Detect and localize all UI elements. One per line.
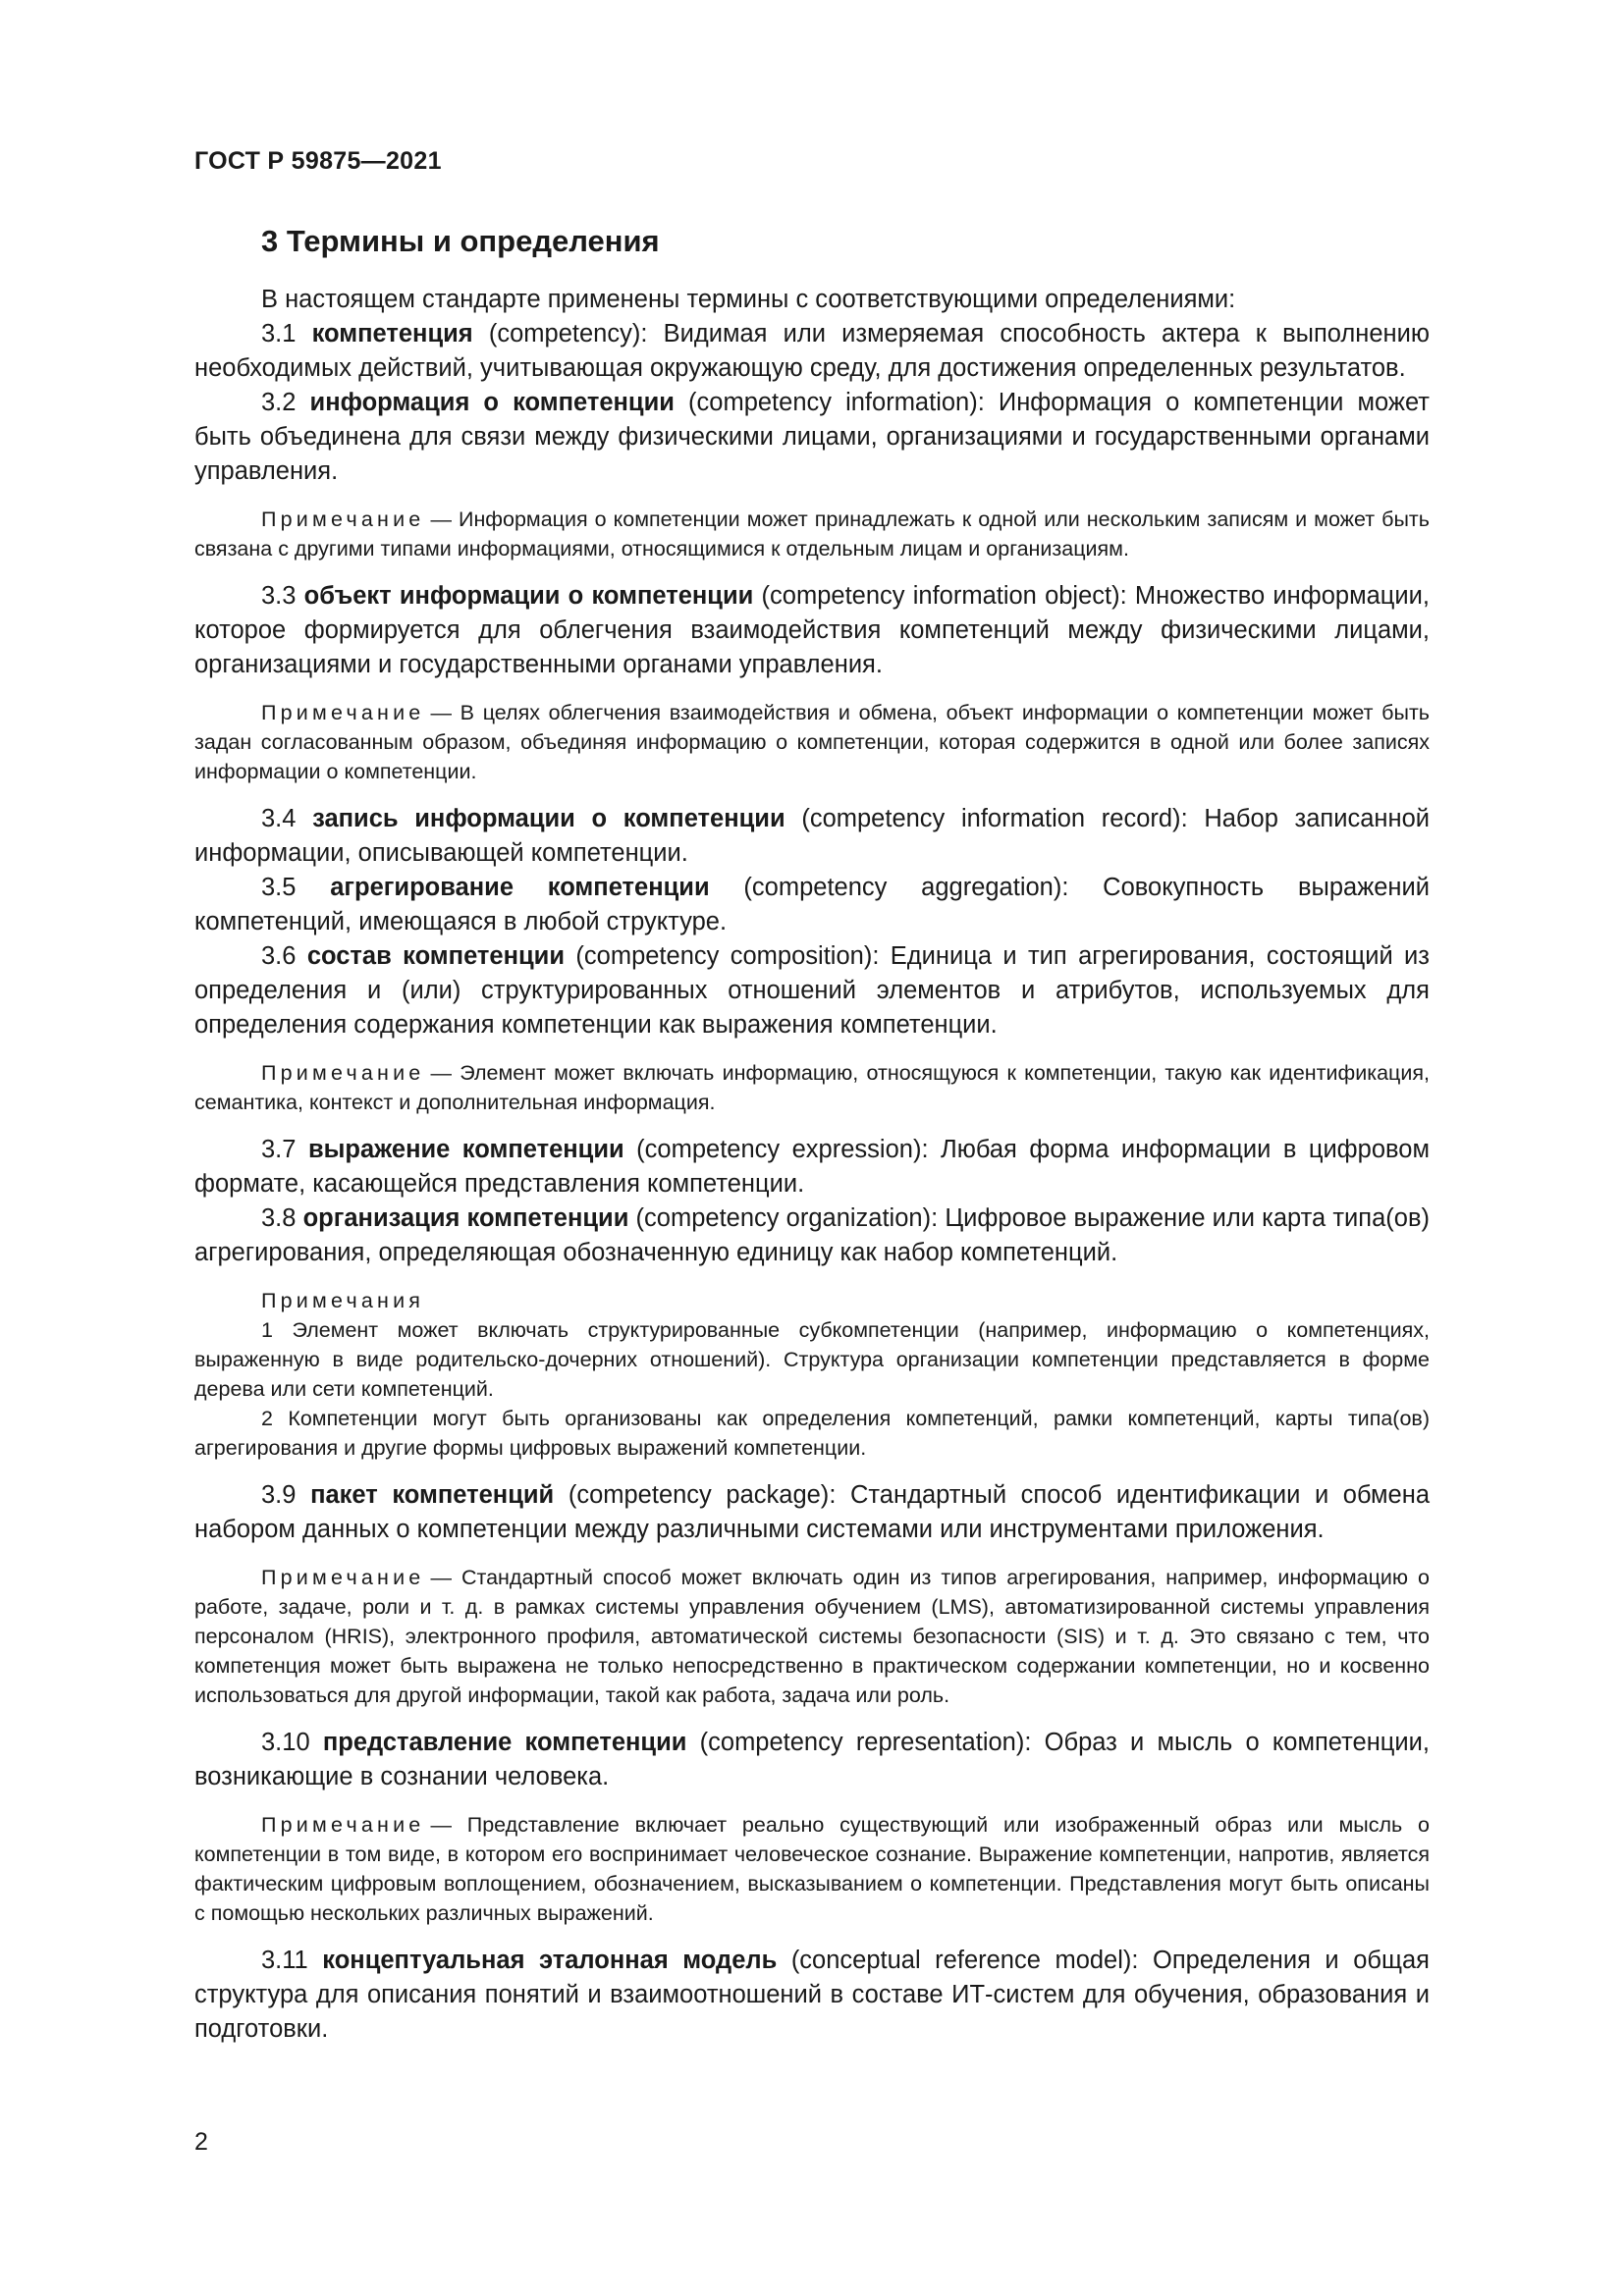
term-english: (competency information record) [801, 805, 1181, 832]
term-english: (competency information object) [761, 582, 1120, 610]
term-number: 3.7 [261, 1136, 297, 1163]
term-3-6 [194, 939, 1430, 1042]
note-text: Информация о компетенции может принадлежать к одной или нескольким записям и может быть связана с другими типами информациями, относящимися к отдельным лицам и организациям. [194, 507, 1430, 561]
term-3-9 [194, 1478, 1430, 1547]
term-name: концептуальная эталонная модель [322, 1947, 778, 1974]
term-note [194, 1563, 1430, 1710]
term-3-2 [194, 386, 1430, 489]
term-english: (conceptual reference model) [790, 1947, 1132, 1974]
term-3-10 [194, 1726, 1430, 1794]
term-name: пакет компетенций [310, 1481, 555, 1509]
term-name: объект информации о компетенции [303, 582, 754, 610]
term-name: выражение компетенции [307, 1136, 624, 1163]
note-dash: — [430, 507, 452, 531]
term-name: представление компетенции [322, 1729, 687, 1756]
term-3-11 [194, 1944, 1430, 2047]
note-text: Элемент может включать информацию, относящуюся к компетенции, такую как идентификация, семантика, контекст и дополнительная информация. [194, 1061, 1430, 1114]
note-label: Примечание [261, 1813, 425, 1837]
term-number: 3.2 [261, 389, 297, 416]
term-note [194, 1810, 1430, 1928]
note-item-2: 2 Компетенции могут быть организованы как определения компетенций, рамки компетенций, карты типа(ов) агрегирования и другие формы цифровых выражений компетенции. [194, 1407, 1430, 1460]
note-item-1: 1 Элемент может включать структурированные субкомпетенции (например, информацию о компетенциях, выраженную в виде родительско-дочерних отношений). Структура организации компетенции представляется в форме дерева или сети компетенций. [194, 1318, 1430, 1401]
notes-heading [194, 1286, 1430, 1315]
term-name: запись информации о компетенции [312, 805, 785, 832]
term-definition: : Стандартный способ идентификации и обмена набором данных о компетенции между различными системами или инструментами приложения. [194, 1481, 1431, 1543]
term-3-4 [194, 802, 1430, 871]
note-label: Примечание [261, 507, 425, 531]
note-dash: — [430, 701, 452, 724]
term-definition: : Набор записанной информации, описывающей компетенции. [194, 805, 1430, 867]
document-code-header: ГОСТ Р 59875—2021 [194, 147, 442, 175]
term-definition: : Цифровое выражение или карта типа(ов) агрегирования, определяющая обозначенную единицу как набор компетенций. [194, 1204, 1431, 1266]
note-text: В целях облегчения взаимодействия и обмена, объект информации о компетенции может быть задан согласованным образом, объединяя информацию о компетенции, которая содержится в одной или более записях информации о компетенции. [194, 701, 1430, 783]
term-name: состав компетенции [306, 942, 566, 970]
term-english: (competency aggregation) [743, 874, 1062, 901]
term-3-8 [194, 1201, 1430, 1270]
note-dash: — [430, 1061, 452, 1085]
notes-label: Примечания [261, 1289, 425, 1312]
term-name: информация о компетенции [309, 389, 675, 416]
term-3-3 [194, 579, 1430, 682]
term-note [194, 505, 1430, 563]
term-definition: : Совокупность выражений компетенций, имеющаяся в любой структуре. [194, 874, 1430, 935]
term-english: (competency) [488, 320, 641, 347]
term-definition: : Видимая или измеряемая способность актера к выполнению необходимых действий, учитывающая окружающую среду, для достижения определенных результатов. [194, 320, 1430, 382]
note-label: Примечание [261, 1566, 425, 1589]
term-definition: : Информация о компетенции может быть объединена для связи между физическими лицами, организациями и государственными органами управления. [194, 389, 1430, 485]
note-label: Примечание [261, 701, 425, 724]
term-english: (competency expression) [636, 1136, 922, 1163]
note-text: Стандартный способ может включать один из типов агрегирования, например, информацию о работе, задаче, роли и т. д. в рамках системы управления обучением (LMS), автоматизированной системы управления персоналом (HRIS), электронного профиля, автоматической системы безопасности (SIS) и т. д. Это связано с тем, что компетенция может быть выражена не только непосредственно в практическом содержании компетенции, но и косвенно использоваться для другой информации, такой как работа, задача или роль. [194, 1566, 1430, 1707]
note-text: Представление включает реально существующий или изображенный образ или мысль о компетенции в том виде, в котором его воспринимает человеческое сознание. Выражение компетенции, напротив, является фактическим цифровым воплощением, обозначением, высказыванием о компетенции. Представления могут быть описаны с помощью нескольких различных выражений. [194, 1813, 1430, 1925]
term-number: 3.5 [261, 874, 297, 901]
term-3-7 [194, 1133, 1430, 1201]
term-number: 3.1 [261, 320, 297, 347]
page-number: 2 [194, 2128, 208, 2156]
term-english: (competency package) [568, 1481, 830, 1509]
term-number: 3.6 [261, 942, 297, 970]
term-number: 3.4 [261, 805, 297, 832]
term-definition: : Определения и общая структура для описания понятий и взаимоотношений в составе ИТ-систем для обучения, образования и подготовки. [194, 1947, 1430, 2043]
term-english: (competency organization) [635, 1204, 932, 1232]
term-3-1 [194, 317, 1430, 386]
term-number: 3.3 [261, 582, 297, 610]
term-number: 3.9 [261, 1481, 297, 1509]
term-number: 3.10 [261, 1729, 310, 1756]
section-intro: В настоящем стандарте применены термины с соответствующими определениями: [261, 286, 1236, 313]
term-english: (competency information) [688, 389, 978, 416]
term-name: компетенция [311, 320, 473, 347]
term-definition: : Множество информации, которое формируется для облегчения взаимодействия компетенций между физическими лицами, организациями и государственными органами управления. [194, 582, 1430, 678]
term-name: агрегирование компетенции [330, 874, 710, 901]
term-definition: : Единица и тип агрегирования, состоящий из определения и (или) структурированных отношений элементов и атрибутов, используемых для определения содержания компетенции как выражения компетенции. [194, 942, 1430, 1039]
term-note [194, 698, 1430, 786]
term-3-5 [194, 871, 1430, 939]
term-english: (competency composition) [575, 942, 873, 970]
term-number: 3.11 [261, 1947, 308, 1974]
note-label: Примечание [261, 1061, 425, 1085]
note-dash: — [430, 1813, 452, 1837]
term-definition: : Любая форма информации в цифровом формате, касающейся представления компетенции. [194, 1136, 1430, 1198]
section-title: 3 Термины и определения [261, 224, 660, 258]
term-note [194, 1058, 1430, 1117]
term-number: 3.8 [261, 1204, 297, 1232]
term-english: (competency representation) [699, 1729, 1025, 1756]
term-name: организация компетенции [302, 1204, 629, 1232]
document-body [194, 224, 1430, 2047]
term-definition: : Образ и мысль о компетенции, возникающие в сознании человека. [194, 1729, 1430, 1790]
note-dash: — [430, 1566, 452, 1589]
